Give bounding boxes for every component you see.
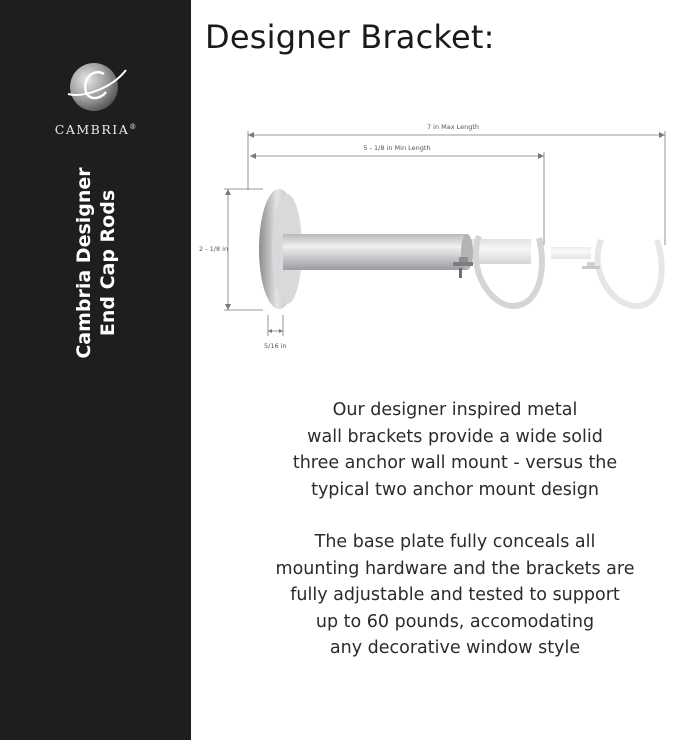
sidebar-title-line-2: End Cap Rods [97,189,119,337]
description-line: The base plate fully conceals all [314,532,596,552]
height-dimension [199,189,263,310]
extended-bracket-ghost [551,240,662,306]
description-line: wall brackets provide a wide solid [307,426,603,447]
wall-bracket [259,189,473,309]
description-line: any decorative window style [329,638,581,658]
description-paragraph-1 [225,397,679,503]
description-line: fully adjustable and tested to support [290,585,620,605]
sidebar-title-line-1: Cambria Designer [73,167,95,359]
brand-name: CAMBRIA® [54,122,137,137]
description-line: up to 60 pounds, accomodating [315,611,595,632]
description-line: typical two anchor mount design [311,479,599,500]
max-length-label: 7 in Max Length [426,123,480,131]
description-line: three anchor wall mount - versus the [292,453,618,473]
depth-label: 5/16 in [264,342,287,350]
bracket-diagram [191,110,679,360]
sidebar-title [72,167,120,358]
max-length-dimension [248,123,665,245]
minimum-bracket-ghost [469,236,542,306]
registered-mark: ® [129,122,137,131]
sidebar [0,0,191,740]
cambria-logo-icon [64,58,128,114]
description-line: Our designer inspired metal [332,400,578,420]
depth-dimension [264,315,287,350]
description-paragraph-2 [225,529,679,662]
height-label: 2 - 1/8 in [199,245,229,253]
min-length-label: 5 - 1/8 in Min Length [363,144,431,152]
description-line: mounting hardware and the brackets are [275,558,635,579]
page-heading: Designer Bracket: [205,18,495,56]
